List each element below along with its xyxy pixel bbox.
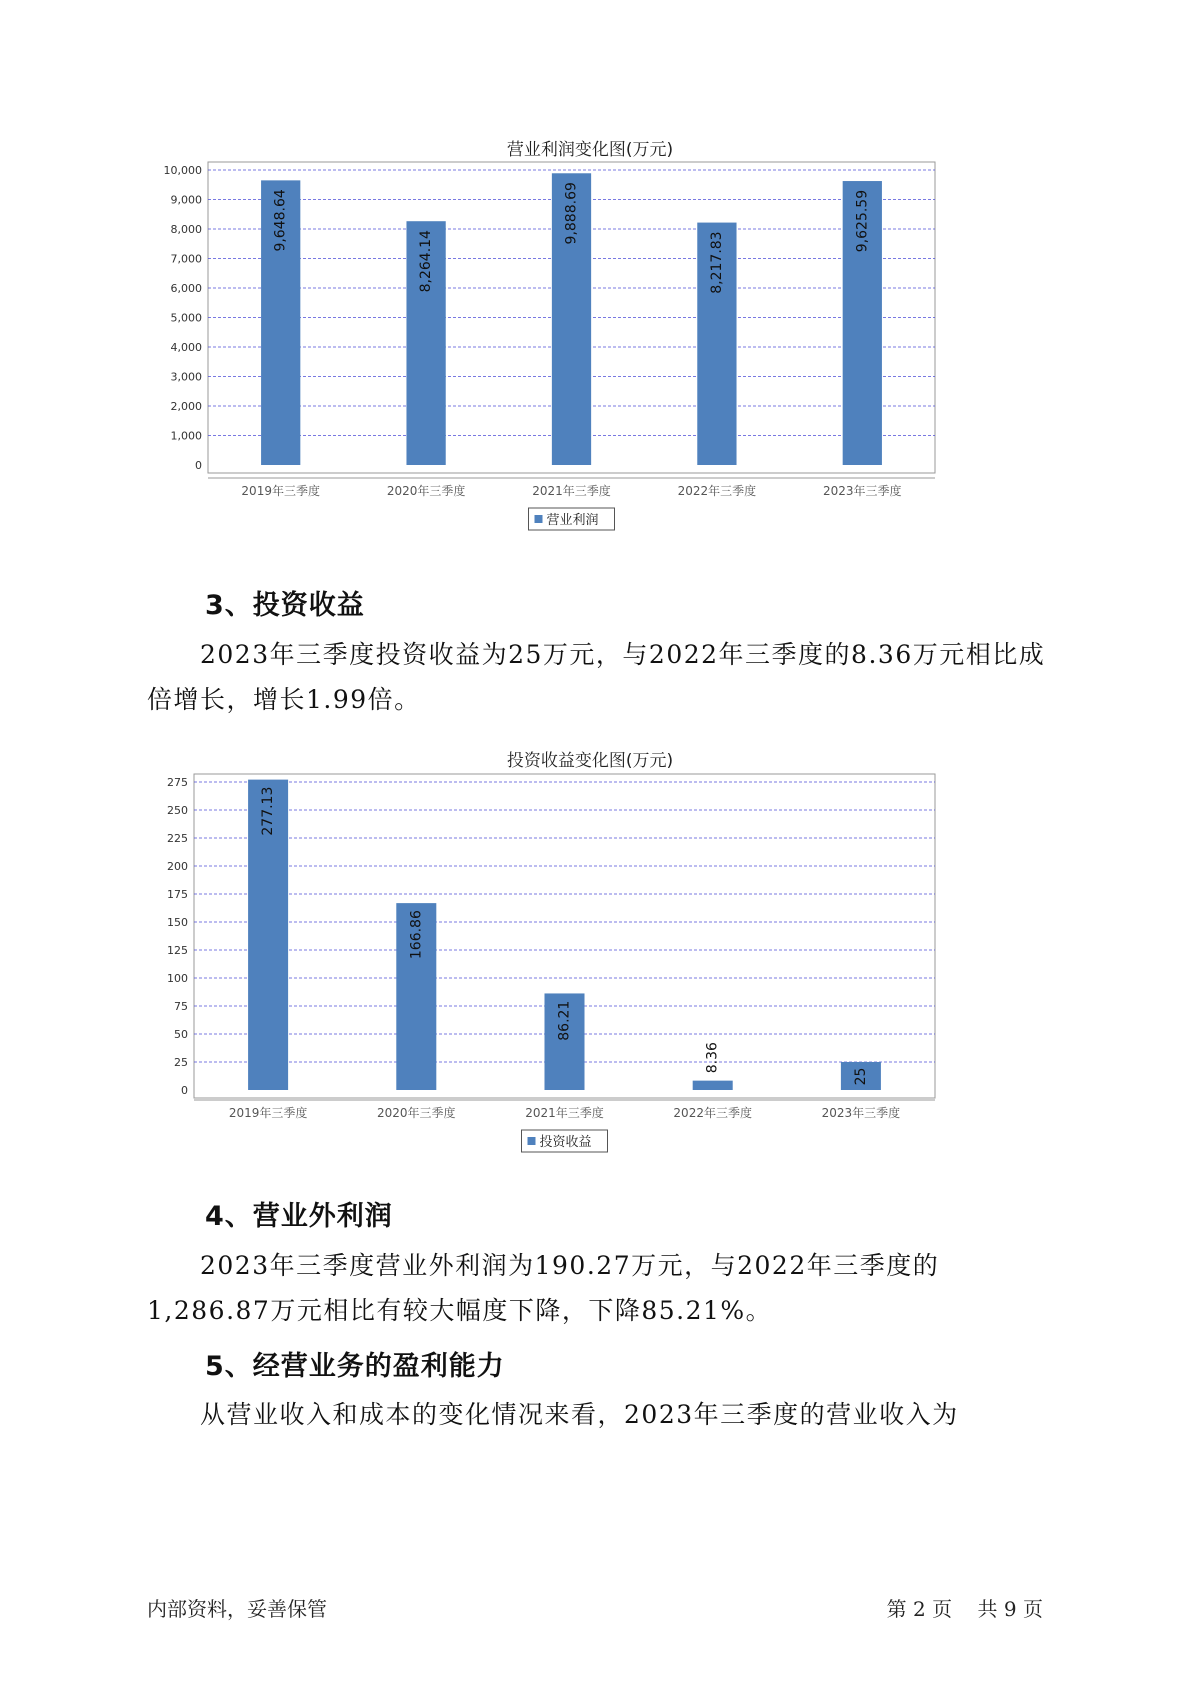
category-label: 2021年三季度 [525,1106,604,1120]
y-tick-label: 9,000 [170,193,202,207]
y-tick-label: 25 [174,1056,188,1069]
investment-income-chart [160,742,1020,1162]
paragraph-non-operating-profit: 2023年三季度营业外利润为190.27万元，与2022年三季度的1,286.87万元相比有较大幅度下降，下降85.21%。 [147,1251,940,1325]
y-tick-label: 100 [167,972,188,985]
y-tick-label: 75 [174,1000,188,1013]
data-label: 25 [852,1067,869,1086]
paragraph-investment-income: 2023年三季度投资收益为25万元，与2022年三季度的8.36万元相比成倍增长，增长1.99倍。 [147,640,1046,714]
y-tick-label: 200 [167,860,188,873]
y-tick-label: 275 [167,776,188,789]
category-label: 2022年三季度 [677,484,757,498]
y-tick-label: 1,000 [170,429,202,443]
page-current: 2 [913,1597,926,1621]
y-tick-label: 0 [195,459,202,472]
bar-chart-investment-income [160,772,1020,1172]
data-label: 9,888.69 [563,182,580,245]
category-label: 2019年三季度 [228,1106,308,1120]
y-tick-label: 6,000 [170,282,202,295]
section-heading-profitability: 5、经营业务的盈利能力 [205,1351,505,1382]
legend-label: 营业利润 [546,513,599,528]
legend-label: 投资收益 [539,1135,592,1150]
category-label: 2022年三季度 [673,1106,752,1120]
legend-swatch [535,515,543,523]
y-tick-label: 3,000 [170,370,202,384]
y-tick-label: 125 [167,944,188,957]
section-heading-investment-income: 3、投资收益 [205,590,365,621]
category-label: 2021年三季度 [532,484,611,498]
footer-page-number [887,1593,1043,1622]
y-tick-label: 2,000 [170,400,202,413]
y-tick-label: 0 [181,1084,188,1097]
chart-title: 营业利润变化图(万元) [506,140,674,160]
paragraph-profitability: 从营业收入和成本的变化情况来看，2023年三季度的营业收入为 [200,1400,959,1429]
y-tick-label: 8,000 [170,223,202,236]
bar-chart-operating-profit [160,160,1020,560]
data-label: 277.13 [260,786,277,836]
y-tick-label: 150 [167,916,188,929]
chart-title: 投资收益变化图(万元) [506,751,674,771]
category-label: 2020年三季度 [386,484,466,498]
y-tick-label: 7,000 [170,252,202,266]
data-label: 8,217.83 [708,231,725,294]
bar [693,1081,733,1090]
footer-confidential-note: 内部资料，妥善保管 [147,1597,327,1621]
page-gap [958,1597,971,1621]
y-tick-label: 5,000 [170,311,202,325]
section-heading-non-operating-profit: 4、营业外利润 [205,1201,393,1232]
y-tick-label: 10,000 [163,164,202,177]
category-label: 2023年三季度 [821,1106,901,1120]
data-label: 9,648.64 [272,189,289,252]
data-label: 8,264.14 [418,230,435,293]
page-prefix: 第 [886,1597,907,1621]
operating-profit-chart [160,130,1020,550]
legend-swatch [528,1137,536,1145]
category-label: 2020年三季度 [377,1106,456,1120]
y-tick-label: 250 [167,804,188,817]
category-label: 2019年三季度 [241,484,320,498]
total-prefix: 共 [977,1597,998,1621]
y-tick-label: 225 [167,832,188,845]
data-label: 86.21 [556,1000,573,1041]
data-label: 9,625.59 [854,189,871,253]
total-suffix: 页 [1023,1597,1043,1621]
y-tick-label: 50 [174,1028,188,1041]
category-label: 2023年三季度 [823,484,902,498]
page-suffix: 页 [932,1597,953,1621]
page-total: 9 [1003,1597,1017,1621]
y-tick-label: 4,000 [170,341,202,354]
data-label: 8.36 [704,1042,721,1074]
data-label: 166.86 [408,910,425,960]
y-tick-label: 175 [167,888,188,901]
